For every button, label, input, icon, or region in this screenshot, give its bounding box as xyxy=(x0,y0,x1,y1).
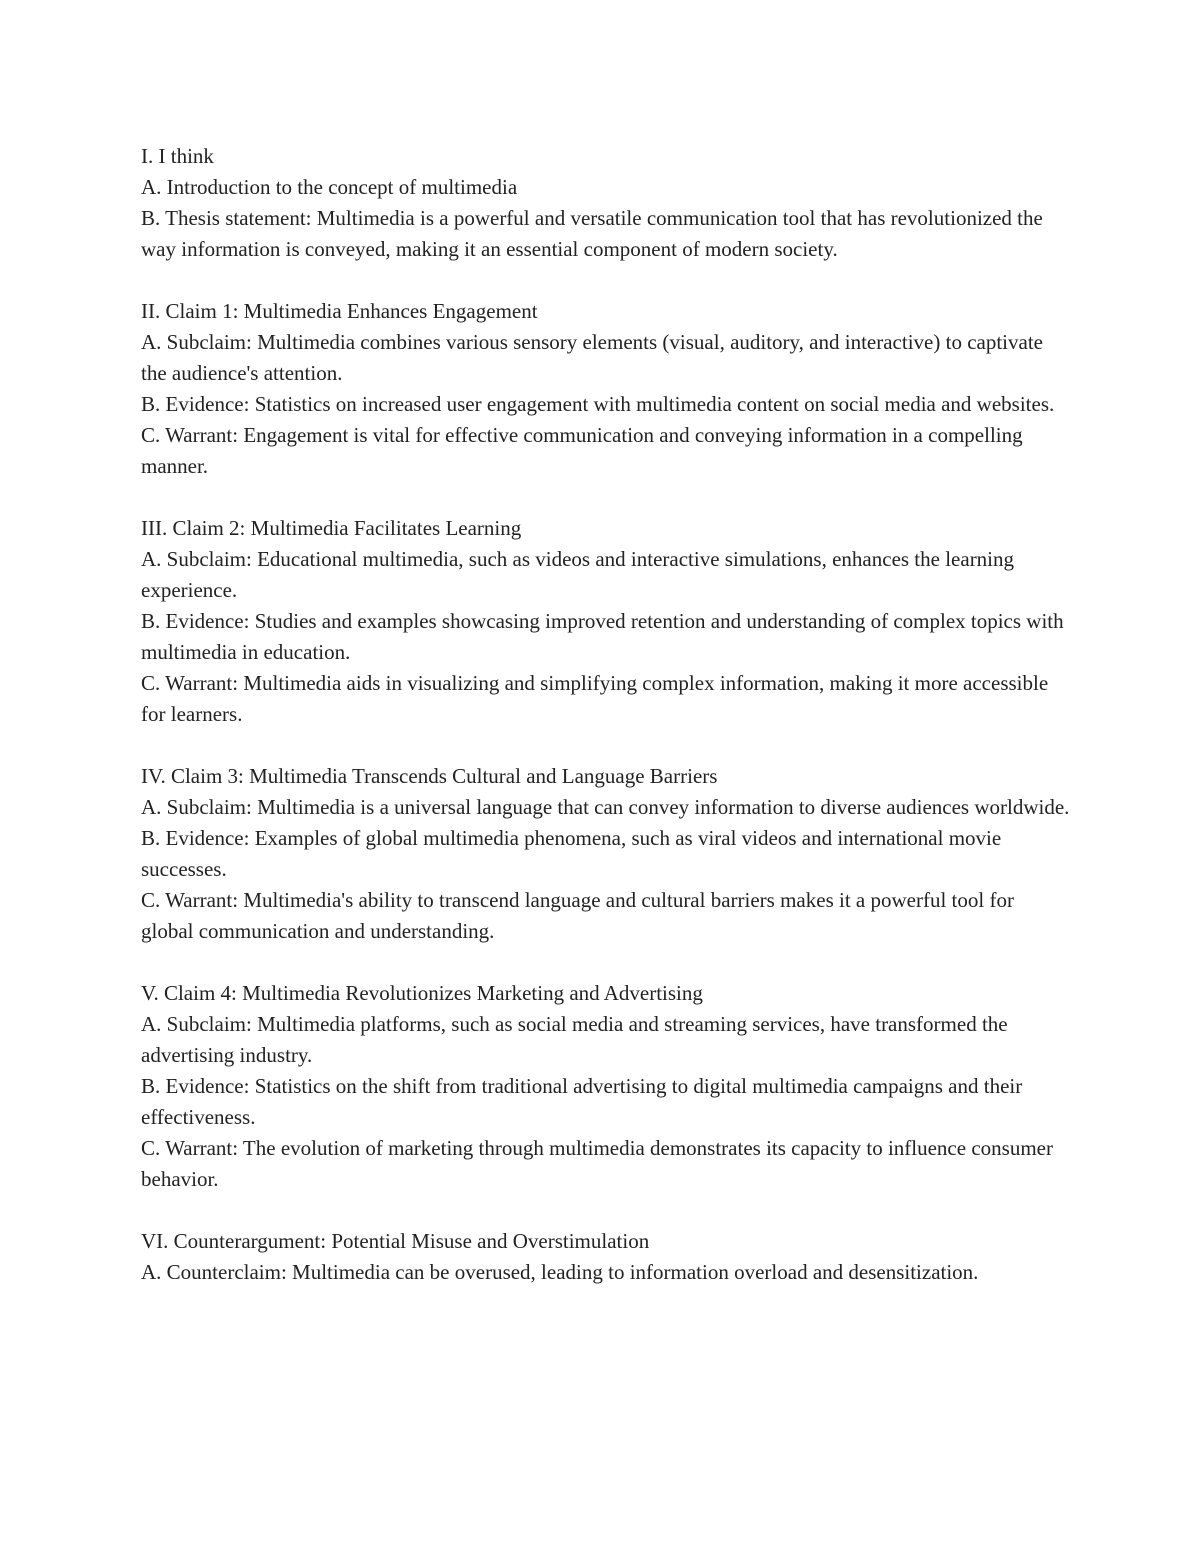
outline-item: B. Evidence: Studies and examples showcasing improved retention and understanding of complex topics with multimedia in education. xyxy=(141,609,1064,664)
outline-item: C. Warrant: The evolution of marketing through multimedia demonstrates its capacity to influence consumer behavior. xyxy=(141,1136,1053,1191)
outline-item: A. Counterclaim: Multimedia can be overused, leading to information overload and desensitization. xyxy=(141,1260,979,1284)
outline-section-3 xyxy=(141,513,1071,730)
section-heading: IV. Claim 3: Multimedia Transcends Cultural and Language Barriers xyxy=(141,764,718,788)
document-page xyxy=(141,141,1071,1319)
outline-item: B. Evidence: Examples of global multimedia phenomena, such as viral videos and international movie successes. xyxy=(141,826,1002,881)
outline-item: C. Warrant: Multimedia's ability to transcend language and cultural barriers makes it a powerful tool for global communication and understanding. xyxy=(141,888,1014,943)
section-heading: III. Claim 2: Multimedia Facilitates Learning xyxy=(141,516,522,540)
outline-section-4 xyxy=(141,761,1071,947)
outline-item: C. Warrant: Multimedia aids in visualizing and simplifying complex information, making it more accessible for learners. xyxy=(141,671,1049,726)
outline-item: A. Subclaim: Multimedia platforms, such as social media and streaming services, have transformed the advertising industry. xyxy=(141,1012,1008,1067)
outline-item: B. Evidence: Statistics on the shift from traditional advertising to digital multimedia campaigns and their effectiveness. xyxy=(141,1074,1023,1129)
outline-item: A. Subclaim: Educational multimedia, such as videos and interactive simulations, enhances the learning experience. xyxy=(141,547,1015,602)
outline-item: A. Subclaim: Multimedia combines various sensory elements (visual, auditory, and interactive) to captivate the audience's attention. xyxy=(141,330,1043,385)
outline-item: A. Introduction to the concept of multimedia xyxy=(141,175,518,199)
outline-section-1 xyxy=(141,141,1071,265)
outline-section-2 xyxy=(141,296,1071,482)
outline-item: A. Subclaim: Multimedia is a universal language that can convey information to diverse audiences worldwide. xyxy=(141,795,1070,819)
outline-item: B. Thesis statement: Multimedia is a powerful and versatile communication tool that has revolutionized the way information is conveyed, making it an essential component of modern society. xyxy=(141,206,1043,261)
outline-item: B. Evidence: Statistics on increased user engagement with multimedia content on social media and websites. xyxy=(141,392,1055,416)
outline-item: C. Warrant: Engagement is vital for effective communication and conveying information in a compelling manner. xyxy=(141,423,1023,478)
outline-section-6 xyxy=(141,1226,1071,1288)
outline-section-5 xyxy=(141,978,1071,1195)
section-heading: II. Claim 1: Multimedia Enhances Engagement xyxy=(141,299,538,323)
section-heading: V. Claim 4: Multimedia Revolutionizes Marketing and Advertising xyxy=(141,981,703,1005)
section-heading: I. I think xyxy=(141,144,214,168)
section-heading: VI. Counterargument: Potential Misuse and Overstimulation xyxy=(141,1229,650,1253)
